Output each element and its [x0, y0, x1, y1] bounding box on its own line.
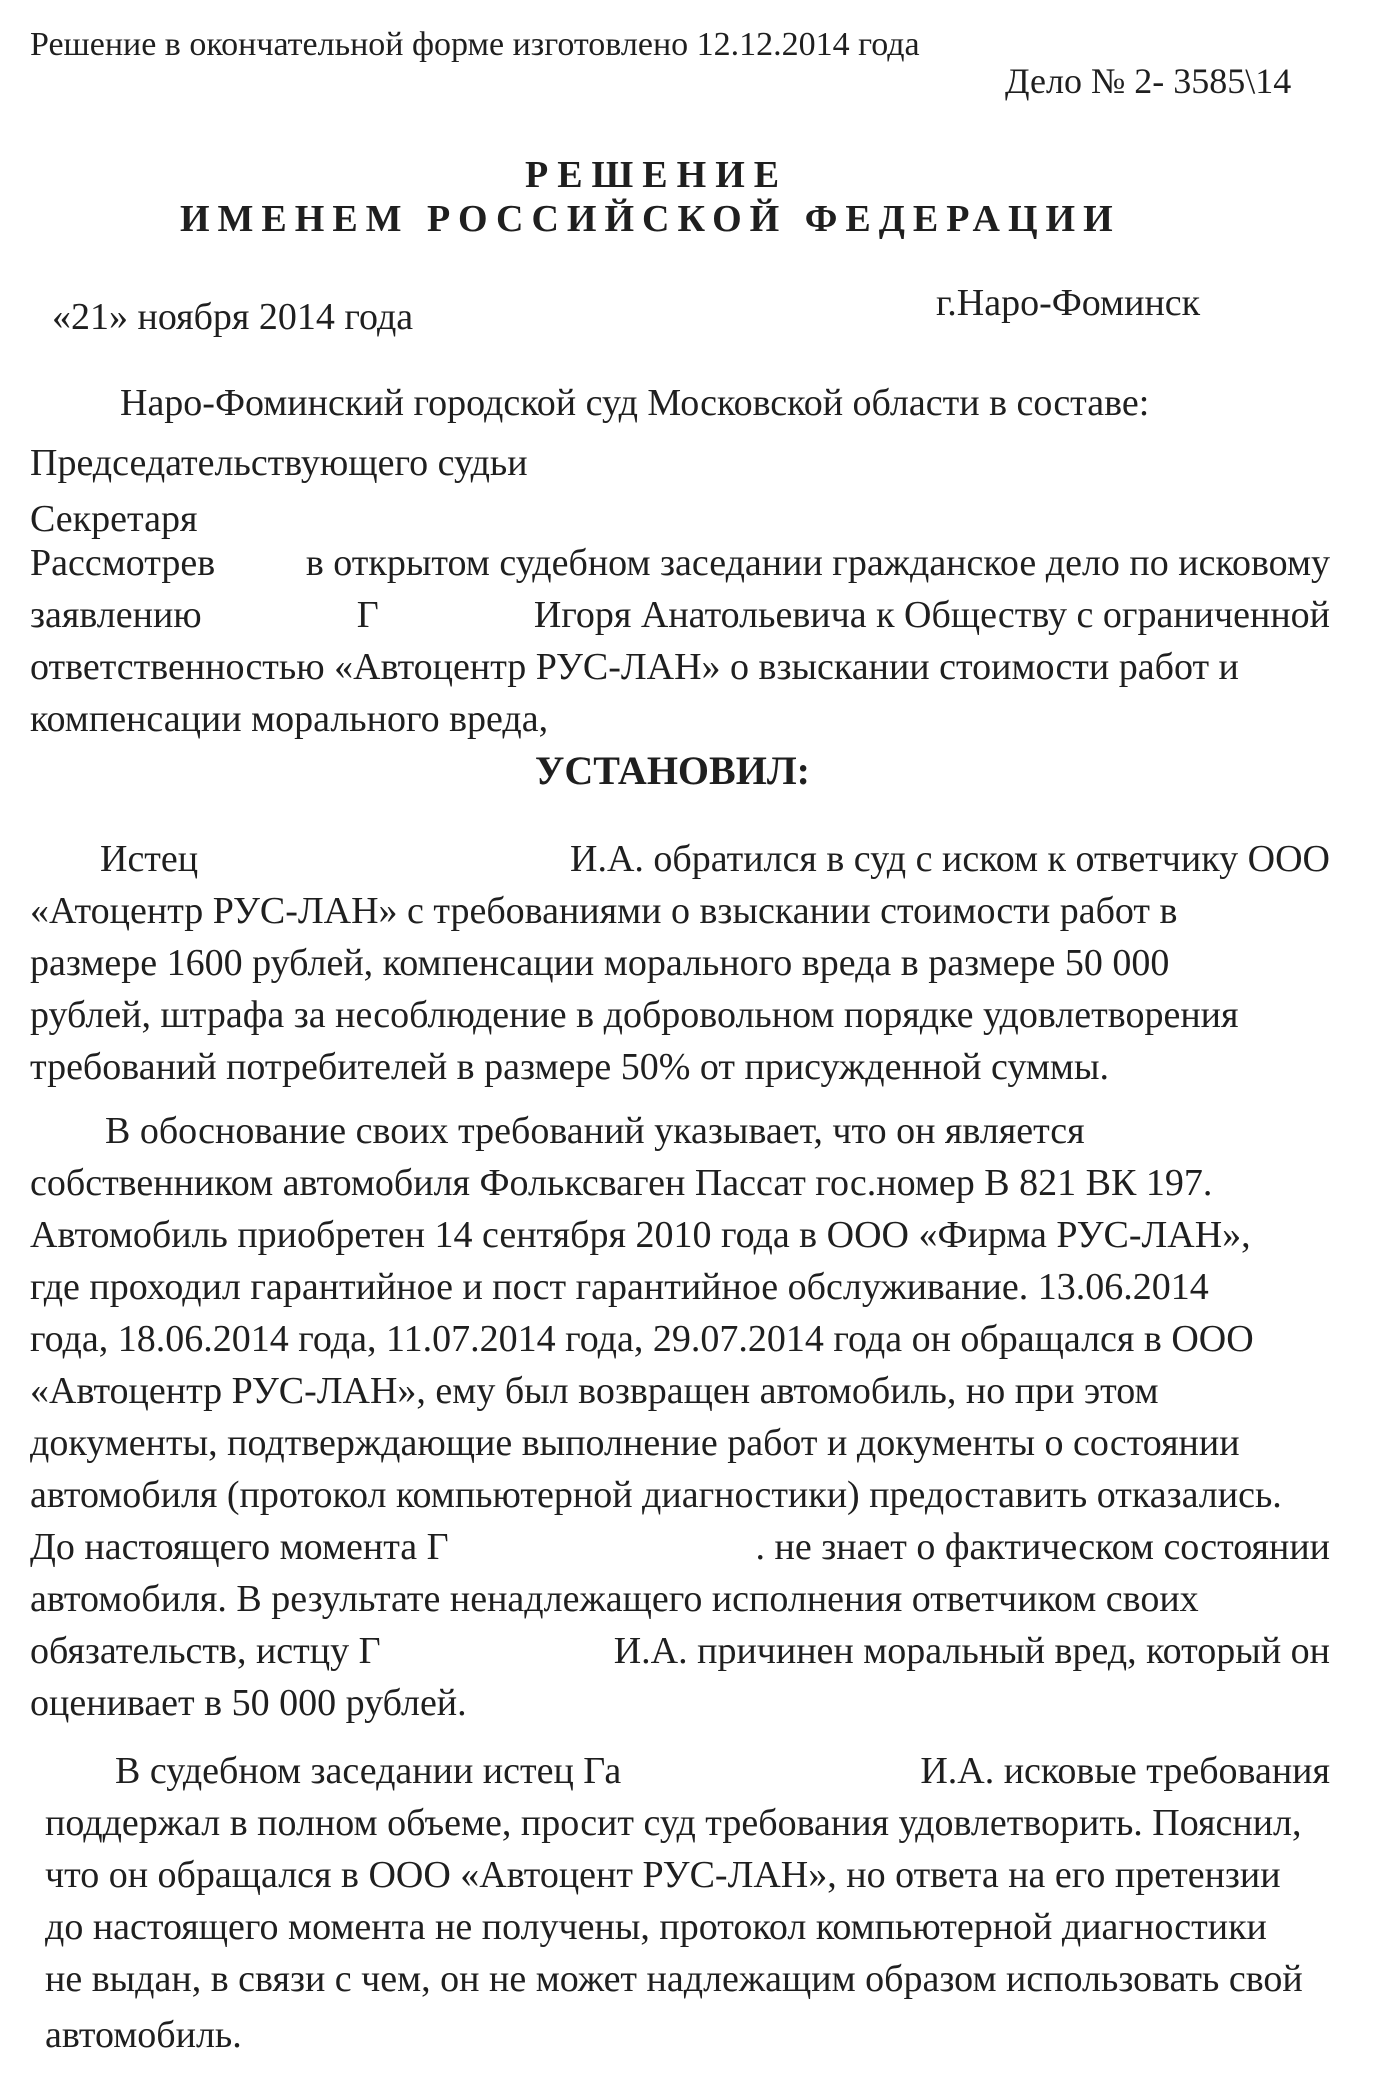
intro-line-3	[30, 644, 1330, 690]
para3-line-6: автомобиль.	[45, 2014, 242, 2056]
intro-text: в открытом судебном заседании гражданское дело по исковому	[305, 542, 1330, 584]
para2-line-2: собственником автомобиля Фольксваген Пассат гос.номер В 821 ВК 197.	[30, 1162, 1213, 1204]
para2-line-9	[30, 1524, 1330, 1570]
para-text: обязательств, истцу Г	[30, 1630, 381, 1672]
para-text: Истец	[100, 838, 199, 880]
para2-line-6: «Автоцентр РУС-ЛАН», ему был возвращен автомобиль, но при этом	[30, 1370, 1159, 1412]
para2-line-10: автомобиля. В результате ненадлежащего исполнения ответчиком своих	[30, 1578, 1199, 1620]
final-form-note: Решение в окончательной форме изготовлено 12.12.2014 года	[30, 26, 920, 63]
intro-word: Рассмотрев	[30, 542, 216, 584]
para2-line-3: Автомобиль приобретен 14 сентября 2010 года в ООО «Фирма РУС-ЛАН»,	[30, 1214, 1251, 1256]
decision-date: «21» ноября 2014 года	[52, 296, 414, 338]
para2-line-4: где проходил гарантийное и пост гарантийное обслуживание. 13.06.2014	[30, 1266, 1209, 1308]
secretary-label: Секретаря	[30, 498, 198, 540]
para-text: В судебном заседании истец Га	[115, 1750, 622, 1792]
para2-line-12: оценивает в 50 000 рублей.	[30, 1682, 467, 1724]
para1-line-3: размере 1600 рублей, компенсации морального вреда в размере 50 000	[30, 942, 1170, 984]
para2-line-5: года, 18.06.2014 года, 11.07.2014 года, 29.07.2014 года он обращался в ООО	[30, 1318, 1254, 1360]
para3-line-5: не выдан, в связи с чем, он не может надлежащим образом использовать свой	[45, 1958, 1303, 2000]
intro-line-2	[30, 592, 1330, 638]
para2-line-7: документы, подтверждающие выполнение работ и документы о состоянии	[30, 1422, 1240, 1464]
intro-text: Игоря Анатольевича к Обществу с ограниченной	[533, 594, 1330, 636]
court-composition: Наро-Фоминский городской суд Московской области в составе:	[120, 382, 1150, 424]
document-subtitle: ИМЕНЕМ РОССИЙСКОЙ ФЕДЕРАЦИИ	[180, 198, 1121, 240]
para-text: До настоящего момента Г	[30, 1526, 449, 1568]
para3-line-2: поддержал в полном объеме, просит суд требования удовлетворить. Пояснил,	[45, 1802, 1302, 1844]
para-text: И.А. исковые требования	[920, 1750, 1330, 1792]
para3-line-4: до настоящего момента не получены, протокол компьютерной диагностики	[45, 1906, 1267, 1948]
para1-line-1	[100, 836, 1330, 882]
document-title: РЕШЕНИЕ	[525, 154, 789, 196]
plaintiff-initial: Г	[356, 594, 379, 636]
para-text: . не знает о фактическом состоянии	[755, 1526, 1330, 1568]
para3-line-3: что он обращался в ООО «Автоцент РУС-ЛАН», но ответа на его претензии	[45, 1854, 1281, 1896]
para3-line-1	[115, 1748, 1330, 1794]
intro-line-1	[30, 540, 1330, 586]
presiding-judge-label: Председательствующего судьи	[30, 442, 528, 484]
para2-line-8: автомобиля (протокол компьютерной диагностики) предоставить отказались.	[30, 1474, 1282, 1516]
intro-text: ответственностью «Автоцентр РУС-ЛАН» о взыскании стоимости работ и	[30, 646, 1239, 688]
case-number: Дело № 2- 3585\14	[1005, 61, 1292, 101]
intro-word: заявлению	[30, 594, 202, 636]
intro-line-4: компенсации морального вреда,	[30, 698, 549, 740]
established-heading: УСТАНОВИЛ:	[535, 748, 810, 793]
para2-line-1: В обоснование своих требований указывает, что он является	[105, 1110, 1085, 1152]
decision-place: г.Наро-Фоминск	[936, 282, 1201, 324]
para-text: И.А. причинен моральный вред, который он	[613, 1630, 1330, 1672]
para1-line-4: рублей, штрафа за несоблюдение в добровольном порядке удовлетворения	[30, 994, 1239, 1036]
para-text: И.А. обратился в суд с иском к ответчику ООО	[570, 838, 1330, 880]
para1-line-5: требований потребителей в размере 50% от присужденной суммы.	[30, 1046, 1109, 1088]
para1-line-2: «Атоцентр РУС-ЛАН» с требованиями о взыскании стоимости работ в	[30, 890, 1178, 932]
para2-line-11	[30, 1628, 1330, 1674]
